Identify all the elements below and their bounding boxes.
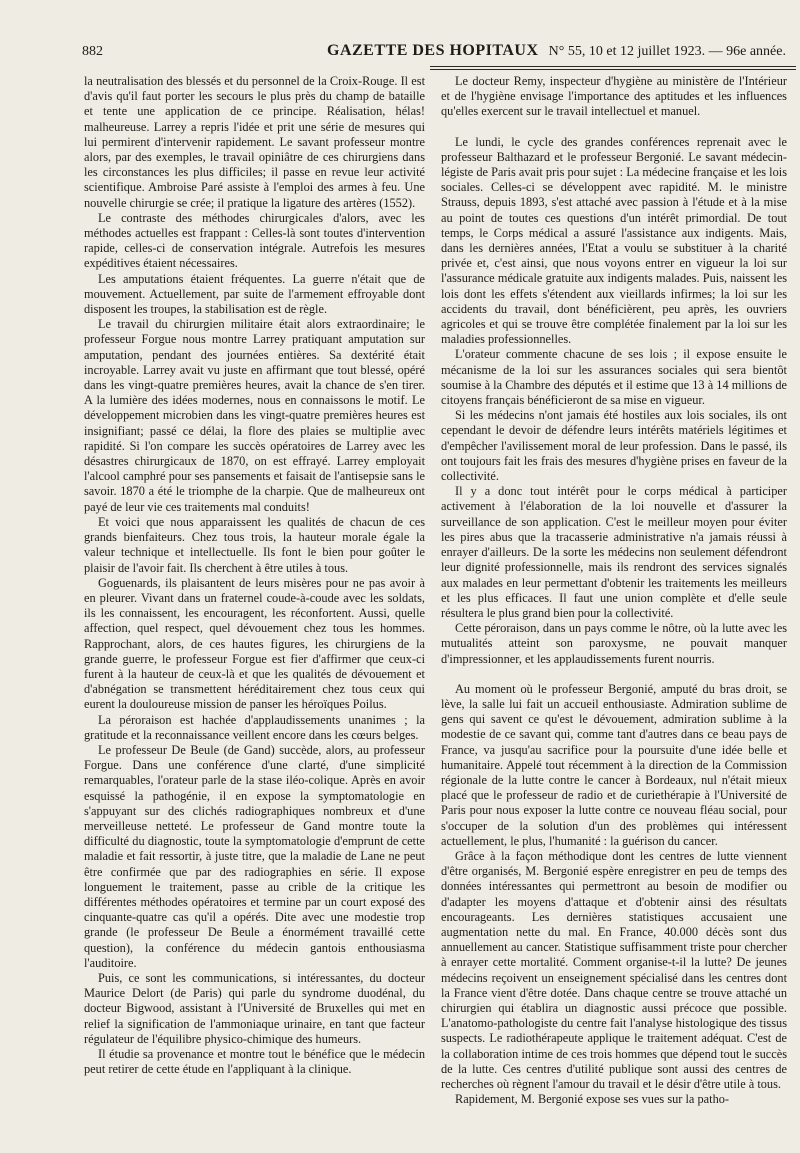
paragraph: Le contraste des méthodes chirurgicales d'alors, avec les méthodes actuelles est frappant : Celles-là sont toutes d'intervention rapide, celles-ci de conservation intégrale. Autrefois les mesures expéditives étaient nécessaires.	[84, 210, 425, 271]
paragraph: Au moment où le professeur Bergonié, amputé du bras droit, se lève, la salle lui fait un accueil enthousiaste. Admiration sublime de gens qui savent ce qu'est le dévouement, admiration sublime à la modestie de ce savant qui, comme tant d'autres dans ce beau pays de France, va jusqu'au sacrifice pour la poursuite d'une idée belle et humanitaire. Appelé tout récemment à la direction de la Commission régionale de la lutte contre le cancer à Bordeaux, nul n'était mieux placé que le professeur de radio et de curiethérapie à l'Université de Paris pour nous exposer la lutte contre ce nouveau fléau social, pour s'occuper de la solution d'un des problèmes qui intéressent actuellement, le plus, l'humanité : la guérison du cancer.	[441, 681, 787, 848]
paragraph: Le docteur Remy, inspecteur d'hygiène au ministère de l'Intérieur et de l'hygiène envisage l'importance des aptitudes et les influences qu'elles exercent sur le travail intellectuel et manuel.	[441, 74, 787, 119]
paragraph: Rapidement, M. Bergonié expose ses vues sur la patho-	[455, 1092, 730, 1107]
paragraph: Il étudie sa provenance et montre tout le bénéfice que le médecin peut retirer de cette étude en l'appliquant à la clinique.	[84, 1047, 425, 1077]
paragraph: Les amputations étaient fréquentes. La guerre n'était que de mouvement. Actuellement, par suite de l'armement effroyable dont disposent les troupes, la stabilisation est de règle.	[84, 271, 425, 317]
paragraph: Grâce à la façon méthodique dont les centres de lutte viennent d'être organisés, M. Bergonié espère enregistrer en peu de temps des données intéressantes qui permettront au besoin de modifier ou d'adapter les moyens d'attaque et d'obtenir ainsi des résultats encourageants. Les dernières statistiques accusaient une augmentation nette du mal. En France, 40.000 décès sont dus annuellement au cancer. Statistique suffisamment triste pour chercher à enrayer cette mortalité. Comment organise-t-il la lutte? De jeunes médecins reçoivent un enseignement spécialisé dans les centres dont la France vient d'être dotée. Dans chaque centre se trouve attaché un chirurgien qui établira un diagnostic aussi précoce que possible. L'anatomo-pathologiste du centre fait l'analyse histologique des tissus suspects. Le radiothérapeute applique le traitement adéquat. C'est de la collaboration intime de ces trois hommes que dépend tout le succès de la lutte. Ces centres d'utilité publique sont aussi des centres de recherches où règnent l'amour du travail et le désir d'être utile à tous.	[441, 848, 787, 1091]
paragraph: Si les médecins n'ont jamais été hostiles aux lois sociales, ils ont cependant le devoir de défendre leurs intérêts matériels légitimes et d'empêcher l'avilissement moral de leur profession. Dans le passé, ils ont toujours fait les frais des mesures d'hygiène prises en faveur de la collectivité.	[441, 408, 787, 484]
paragraph: Puis, ce sont les communications, si intéressantes, du docteur Maurice Delort (de Paris) qui parle du syndrome duodénal, du docteur Bigwood, assistant à l'Université de Bruxelles qui met en relief la signification de l'ammoniaque urinaire, en tant que facteur régulateur de l'équilibre physico-chimique des humeurs.	[84, 970, 425, 1046]
paragraph: la neutralisation des blessés et du personnel de la Croix-Rouge. Il est d'avis qu'il faut porter les secours le plus près du champ de bataille et tente une application de ce principe. Réalisation, hélas! malheureuse. Larrey a repris l'idée et prit une série de mesures qui lui permirent d'intervenir rapidement. Le savant professeur montre alors, par des exemples, le travail opiniâtre de ces chirurgiens dans les circonstances les plus difficiles; il passe en revue leur activité scientifique. Ambroise Paré assiste à l'emploi des armes à feu. Une nouvelle chirurgie se crée; il pratique la ligature des artères (1552).	[84, 74, 425, 210]
right-column	[441, 74, 787, 1107]
journal-title: GAZETTE DES HOPITAUX	[327, 42, 539, 59]
paragraph: L'orateur commente chacune de ses lois ; il expose ensuite le mécanisme de la loi sur les assurances sociales qui sera bientôt soumise à la Chambre des députés et il estime que 13 à 14 millions de citoyens français bénéficieront de sa mise en vigueur.	[441, 347, 787, 408]
left-column	[84, 74, 425, 1077]
issue-info: N° 55, 10 et 12 juillet 1923. — 96e année.	[548, 44, 786, 59]
paragraph: Goguenards, ils plaisantent de leurs misères pour ne pas avoir à en pleurer. Vivant dans un fraternel coude-à-coude avec les soldats, ils les connaissent, les encouragent, les réconfortent. Aussi, quelle affection, quel respect, quel dévouement chez tous les hommes. Rapprochant, alors, de ces hautes figures, les chirurgiens de la grande guerre, le professeur Forgue est fier d'affirmer que ceux-ci furent à la hauteur de ceux-là et que les qualités de dévouement et d'abnégation se transmettent héréditairement chez tous ceux qui eurent la douloureuse mission de panser les héroïques Poilus.	[84, 575, 425, 712]
paragraph: Et voici que nous apparaissent les qualités de chacun de ces grands bienfaiteurs. Chez tous trois, la hauteur morale égale la valeur technique et intellectuelle. Ils font le bien pour goûter le plaisir de l'avoir fait. Ils cherchent à être utiles à tous.	[84, 514, 425, 575]
paragraph: La péroraison est hachée d'applaudissements unanimes ; la gratitude et la reconnaissance veillent encore dans les cœurs belges.	[84, 712, 425, 742]
paragraph: Le lundi, le cycle des grandes conférences reprenait avec le professeur Balthazard et le professeur Bergonié. Le savant médecin-légiste de Paris avait pris pour sujet : La médecine française et les lois sociales. Celles-ci se développent avec rapidité. M. le ministre Strauss, depuis 1893, s'est attaché avec passion à l'étude et à la mise au point de toutes ces questions d'un intérêt primordial. De tout temps, le Corps médical a assuré l'assistance aux indigents. Mais, dans les dernières années, l'Etat a voulu se substituer à la charité privée et, c'est ainsi, que nous voyons entrer en vigueur la loi sur l'assurance médicale gratuite aux indigents malades. Puis, naissent les lois dont les effets s'étendent aux vieillards infirmes; la loi sur les accidents du travail, dont bénéficièrent, peu après, les ouvriers agricoles et qui se trouve être complétée finalement par la loi sur les maladies professionnelles.	[441, 134, 787, 347]
paragraph: Il y a donc tout intérêt pour le corps médical à participer activement à l'élaboration de la loi nouvelle et d'assurer la surveillance de son application. C'est le meilleur moyen pour éviter les pires abus que la tracasserie administrative n'a jamais réussi à enrayer d'ailleurs. De la sorte les médecins non seulement défendront leur dignité professionnelle, mais ils rendront des services signalés aux malades en leur permettant d'obtenir les traitements les meilleurs et les plus efficaces. Il faut une union complète et d'elle seule résultera le plus grand bien pour la collectivité.	[441, 484, 787, 620]
page-header	[82, 40, 794, 64]
page-number: 882	[82, 44, 103, 59]
header-rule-double	[430, 69, 796, 70]
paragraph: Le travail du chirurgien militaire était alors extraordinaire; le professeur Forgue nous montre Larrey pratiquant amputation sur amputation, pendant des journées entières. Sa dextérité était incroyable. Larrey avait vu juste en affirmant que tout blessé, opéré dans les vingt-quatre premières heures, avait la chance de s'en tirer. A la lumière des idées modernes, nous en connaissons le motif. Le développement microbien dans les vingt-quatre premières heures est insignifiant; passé ce délai, la flore des plaies se multiplie avec rapidité. Si l'on compare les succès opératoires de Larrey avec les désastres chirurgicaux de 1870, on est effrayé. Larrey employait l'alcool camphré pour ses pansements et faisait de l'antisepsie sans le savoir. 1870 a été le triomphe de la charpie. Que de malheureux ont payé de leur vie ces traitements mal conduits!	[84, 317, 425, 514]
header-rule	[430, 66, 796, 67]
paragraph: Le professeur De Beule (de Gand) succède, alors, au professeur Forgue. Dans une conférence d'une clarté, d'une simplicité remarquables, l'orateur parle de la stase iléo-colique. Après en avoir esquissé la pathogénie, il en expose la symptomatologie en s'appuyant sur des clichés radiographiques nombreux et d'une merveilleuse netteté. Le professeur de Gand montre toute la difficulté du diagnostic, toute la symptomatologie d'emprunt de cette maladie et fait ressortir, à juste titre, que la maladie de Lane ne peut être confirmée que par des radiographies en série. Il expose longuement le traitement, passe au crible de la critique les différentes méthodes opératoires et termine par un court exposé des cinquante-quatre cas qu'il a opérés. Dite avec une modestie trop grande (le professeur De Beule a énormément travaillé cette question), la conférence du médecin gantois enthousiasma l'auditoire.	[84, 742, 425, 970]
paragraph: Cette péroraison, dans un pays comme le nôtre, où la lutte avec les mutualités atteint son paroxysme, ne pouvait manquer d'impressionner, et les applaudissements furent nourris.	[441, 621, 787, 666]
